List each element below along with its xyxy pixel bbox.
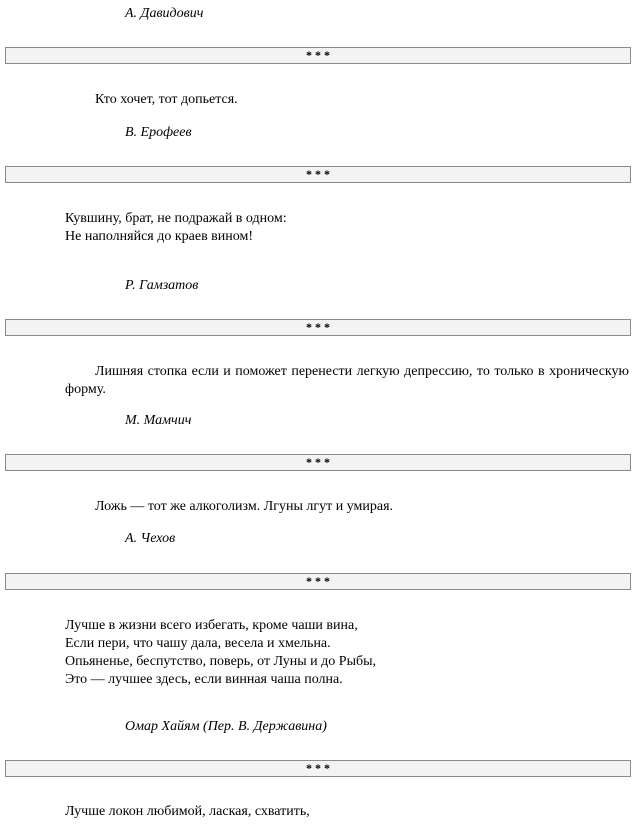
quote-author: М. Мамчич [125, 413, 192, 428]
quote-text: Ложь — тот же алкоголизм. Лгуны лгут и умирая. [95, 499, 394, 514]
quote-verse [65, 210, 287, 246]
quote-verse [65, 617, 376, 689]
quote-author: Омар Хайям (Пер. В. Державина) [125, 719, 327, 734]
verse-line: Опьяненье, беспутство, поверь, от Луны и до Рыбы, [65, 654, 377, 669]
verse-line: Лучше в жизни всего избегать, кроме чаши вина, [65, 618, 358, 633]
section-separator: * * * [5, 454, 631, 471]
verse-line: Лучше локон любимой, лаская, схватить, [65, 804, 310, 819]
section-separator: * * * [5, 166, 631, 183]
quote-author: В. Ерофеев [125, 125, 192, 140]
section-separator: * * * [5, 319, 631, 336]
section-separator: * * * [5, 760, 631, 777]
section-separator: * * * [5, 573, 631, 590]
quote-verse [65, 803, 310, 821]
quote-author: Р. Гамзатов [125, 278, 199, 293]
verse-line: Не наполняйся до краев вином! [65, 229, 254, 244]
verse-line: Если пери, что чашу дала, весела и хмельна. [65, 636, 331, 651]
quote-text: Лишняя стопка если и поможет перенести легкую депрессию, то только в хроническую форму. [65, 364, 629, 397]
quote-author: А. Чехов [125, 531, 176, 546]
section-separator: * * * [5, 47, 631, 64]
quote-author: А. Давидович [125, 6, 204, 21]
verse-line: Кувшину, брат, не подражай в одном: [65, 211, 287, 226]
quote-text: Кто хочет, тот допьется. [95, 92, 238, 107]
verse-line: Это — лучшее здесь, если винная чаша полна. [65, 672, 343, 687]
